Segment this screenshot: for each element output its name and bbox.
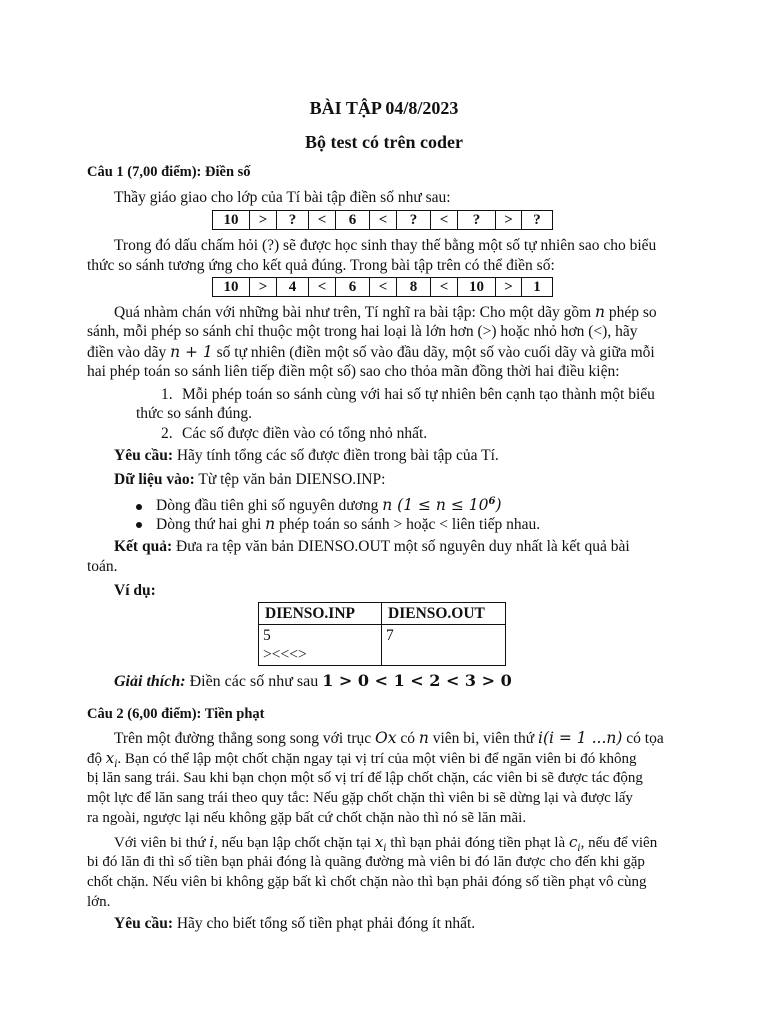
- sequence-cell: >: [250, 211, 277, 230]
- sequence-cell: >: [496, 211, 522, 230]
- sequence-cell: <: [309, 278, 336, 297]
- text: Trên một đường thẳng song song với trục: [114, 730, 376, 747]
- bullet-item-1: [136, 492, 502, 516]
- math-i: i: [209, 833, 215, 851]
- sequence-cell: 1: [522, 278, 553, 297]
- table-cell-out: 7: [382, 625, 506, 666]
- q1-input: [114, 470, 385, 490]
- requirement-text: Hãy cho biết tổng số tiền phạt phải đóng ít nhất.: [172, 915, 476, 932]
- math-n: n: [595, 303, 605, 321]
- sequence-cell: <: [431, 278, 458, 297]
- sequence-cell: 10: [458, 278, 496, 297]
- q2-paragraph-2-line-4: lớn.: [87, 894, 111, 910]
- sequence-cell: ?: [522, 211, 553, 230]
- sequence-cell: 4: [277, 278, 309, 297]
- bullet-icon: [136, 504, 142, 510]
- text: thì bạn phải đóng tiền phạt là: [386, 835, 569, 851]
- math-subscript: i: [577, 843, 581, 854]
- table-row: [259, 625, 506, 666]
- sequence-cell: ?: [458, 211, 496, 230]
- text: , nếu để viên: [580, 835, 658, 851]
- requirement-text: Hãy tính tổng các số được điền trong bài tập của Tí.: [172, 447, 499, 464]
- output-text: Đưa ra tệp văn bản DIENSO.OUT một số nguyên duy nhất là kết quả bài: [172, 538, 630, 555]
- text: số tự nhiên (điền một số vào đầu dãy, một số vào cuối dãy và giữa mỗi: [212, 344, 655, 361]
- math-x: x: [374, 833, 384, 851]
- q2-paragraph-1-line-4: một lực để lăn sang trái theo quy tắc: Nếu gặp chốt chặn thì viên bi sẽ dừng lại và được lấy: [87, 790, 633, 806]
- sequence-cell: 10: [213, 211, 250, 230]
- text: phép so: [605, 304, 657, 321]
- math-ox: Ox: [375, 729, 397, 747]
- sequence-cell: 6: [336, 211, 370, 230]
- q1-intro: Thầy giáo giao cho lớp của Tí bài tập điền số như sau:: [114, 189, 451, 206]
- q1-requirement: [114, 446, 499, 466]
- math-subscript: i: [383, 843, 387, 854]
- q1-problem-line-2: sánh, mỗi phép so sánh chỉ thuộc một trong hai loại là lớn hơn (>) hoặc nhỏ hơn (<), hãy: [87, 323, 638, 340]
- sequence-cell: 6: [336, 278, 370, 297]
- table-header-row: [259, 603, 506, 625]
- q2-paragraph-2-line-3: chốt chặn. Nếu viên bi không gặp bất kì chốt chặn nào thì bạn phải đóng số tiền phạt vô cùng: [87, 874, 647, 890]
- math-x: x: [105, 749, 115, 767]
- table-header-out: DIENSO.OUT: [382, 603, 506, 625]
- math-close: ): [495, 496, 502, 515]
- q1-explanation: [114, 671, 512, 692]
- example-label: Ví dụ:: [114, 582, 156, 599]
- text: độ: [87, 751, 106, 767]
- table-header-inp: DIENSO.INP: [259, 603, 382, 625]
- inp-line-1: 5: [263, 627, 271, 644]
- page-title: BÀI TẬP 04/8/2023: [309, 98, 459, 118]
- math-n-range: [382, 496, 501, 514]
- text: , nếu bạn lập chốt chặn tại: [214, 835, 375, 851]
- requirement-label: Yêu cầu:: [114, 915, 173, 932]
- q1-explain-line-2: thức so sánh tương ứng cho kết quả đúng. Trong bài tập trên có thể điền số:: [87, 257, 555, 274]
- input-label: Dữ liệu vào:: [114, 471, 195, 488]
- text: có: [396, 730, 419, 747]
- q1-problem-line-1: [114, 302, 657, 323]
- sequence-cell: >: [496, 278, 522, 297]
- bullet-icon: [136, 522, 142, 528]
- text: Quá nhàm chán với những bài như trên, Tí nghĩ ra bài tập: Cho một dãy gồm: [114, 304, 596, 321]
- q1-heading: Câu 1 (7,00 điểm): Điền số: [87, 164, 251, 180]
- text: có tọa: [622, 730, 664, 747]
- output-label: Kết quả:: [114, 538, 173, 555]
- text: Với viên bi thứ: [114, 835, 210, 851]
- math-i-range: i(i = 1 ...n): [538, 729, 623, 747]
- condition-2-number: 2.: [161, 425, 173, 442]
- sequence-cell: <: [370, 278, 397, 297]
- q2-heading: Câu 2 (6,00 điểm): Tiền phạt: [87, 706, 265, 722]
- sequence-table-answer: [212, 277, 553, 297]
- text: phép toán so sánh > hoặc < liên tiếp nhau.: [275, 516, 541, 533]
- math-c: c: [568, 833, 578, 851]
- table-cell-inp: [259, 625, 382, 666]
- q2-paragraph-1-line-1: [114, 728, 664, 749]
- math-range-text: n (1 ≤ n ≤ 10: [382, 496, 489, 515]
- math-n: n: [418, 729, 429, 747]
- bullet-item-2: [136, 514, 540, 535]
- q2-paragraph-1-line-5: ra ngoài, ngược lại nếu không gặp bất cứ chốt chặn nào thì nó sẽ lăn mãi.: [87, 810, 527, 826]
- explanation-label: Giải thích:: [114, 673, 186, 690]
- q1-problem-line-3: [87, 342, 655, 363]
- q2-paragraph-2-line-2: bi đó lăn đi thì số tiền bạn phải đóng là quãng đường mà viên bi đó lăn được cho đến khi gặp: [87, 854, 645, 870]
- q1-output-line-2: toán.: [87, 558, 118, 575]
- q1-output-line-1: [114, 537, 630, 557]
- condition-2: Các số được điền vào có tổng nhỏ nhất.: [182, 425, 428, 442]
- q2-requirement: [114, 914, 475, 934]
- sequence-cell: ?: [277, 211, 309, 230]
- math-n: n: [265, 515, 276, 533]
- example-table: [258, 602, 506, 666]
- sequence-cell: 10: [213, 278, 250, 297]
- math-subscript: i: [114, 759, 118, 770]
- requirement-label: Yêu cầu:: [114, 447, 173, 464]
- q1-problem-line-4: hai phép toán so sánh liên tiếp điền một số) sao cho thỏa mãn đồng thời hai điều kiện:: [87, 363, 620, 380]
- q1-explain-line-1: Trong đó dấu chấm hỏi (?) sẽ được học sinh thay thế bằng một số tự nhiên sao cho biểu: [114, 237, 657, 254]
- explanation-math: 1 > 0 < 1 < 2 < 3 > 0: [322, 671, 512, 690]
- sequence-cell: <: [431, 211, 458, 230]
- condition-1-line-1: Mỗi phép toán so sánh cùng với hai số tự nhiên bên cạnh tạo thành một biểu: [182, 386, 655, 403]
- inp-line-2: ><<<>: [263, 646, 307, 663]
- sequence-cell: ?: [397, 211, 431, 230]
- condition-1-number: 1.: [161, 386, 173, 403]
- condition-1-line-2: thức so sánh đúng.: [136, 405, 253, 422]
- text: Dòng thứ hai ghi: [156, 516, 266, 533]
- sequence-cell: >: [250, 278, 277, 297]
- text: . Bạn có thể lập một chốt chặn ngay tại vị trí của một viên bi để ngăn viên bi đó không: [117, 751, 637, 767]
- sequence-cell: <: [370, 211, 397, 230]
- sequence-table-question: [212, 210, 553, 230]
- q2-paragraph-1-line-3: bị lăn sang trái. Sau khi bạn chọn một số vị trí để lập chốt chặn, các viên bi sẽ được tác động: [87, 770, 643, 786]
- sequence-cell: 8: [397, 278, 431, 297]
- math-n-plus-1: n + 1: [170, 343, 213, 361]
- text: Dòng đầu tiên ghi số nguyên dương: [156, 497, 383, 515]
- text: viên bi, viên thứ: [428, 730, 538, 747]
- exponent: 6: [488, 496, 496, 507]
- page-subtitle: Bộ test có trên coder: [305, 132, 463, 152]
- explanation-text: Điền các số như sau: [185, 673, 323, 690]
- input-text: Từ tệp văn bản DIENSO.INP:: [194, 471, 386, 488]
- sequence-cell: <: [309, 211, 336, 230]
- text: điền vào dãy: [87, 344, 171, 361]
